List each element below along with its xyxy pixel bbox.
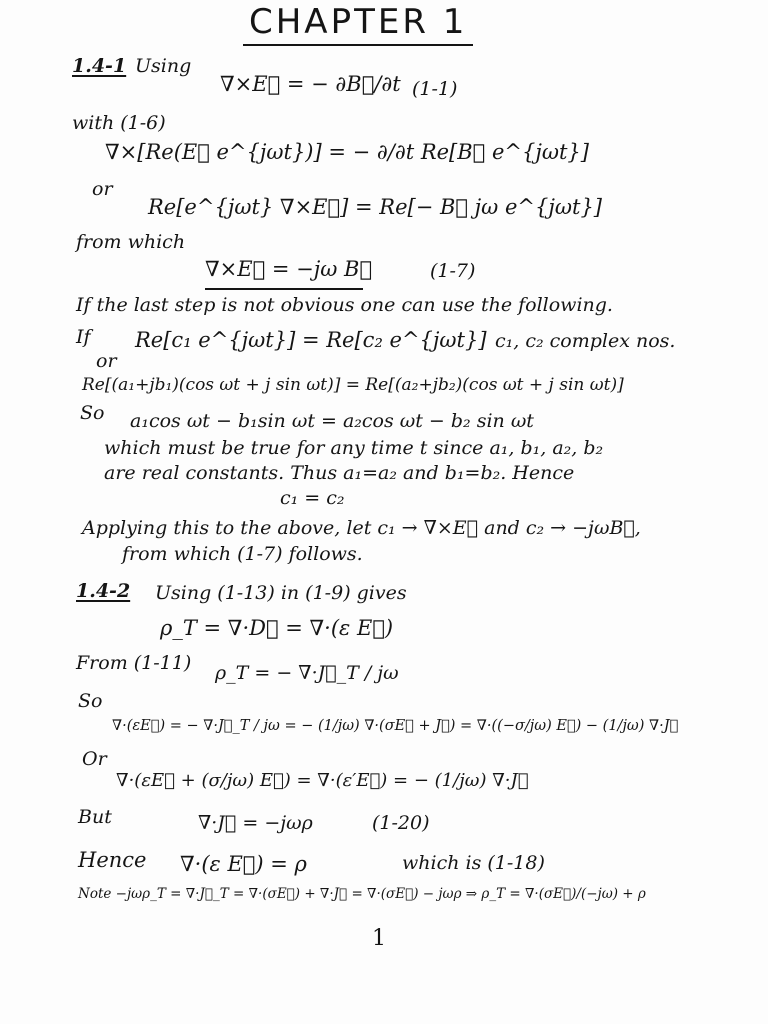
page-number: 1 xyxy=(372,926,386,951)
equation-ref-1-20: (1-20) xyxy=(372,812,430,834)
from-1-11-text: From (1-11) xyxy=(76,652,192,674)
equation-f: c₁ = c₂ xyxy=(280,487,345,509)
from-which-text: from which xyxy=(76,231,186,253)
equation-j: ∇·(εE⃗ + (σ/jω) E⃗) = ∇·(ε′E⃗) = − (1/jω) ∇·J⃗ xyxy=(116,770,529,791)
equation-b: Re[e^{jωt} ∇×E⃗] = Re[− B⃗ jω e^{jωt}] xyxy=(148,195,602,219)
problem-label-1-4-1: 1.4-1 xyxy=(72,55,127,77)
text-line-1: which must be true for any time t since a₁, b₁, a₂, b₂ xyxy=(104,437,604,459)
equation-e: a₁cos ωt − b₁sin ωt = a₂cos ωt − b₂ sin ωt xyxy=(130,410,534,432)
but-text: But xyxy=(78,806,112,828)
or-text-2: or xyxy=(96,350,117,372)
with-text: with (1-6) xyxy=(72,112,166,134)
which-is-text: which is (1-18) xyxy=(402,852,545,874)
complex-note: c₁, c₂ complex nos. xyxy=(495,330,676,352)
or-text-3: Or xyxy=(82,748,107,770)
equation-1-7: ∇×E⃗ = −jω B⃗ xyxy=(205,257,373,281)
problem-label-1-4-2: 1.4-2 xyxy=(76,580,131,602)
equation-i: ∇·(εE⃗) = − ∇·J⃗_T / jω = − (1/jω) ∇·(σE⃗ + J⃗) = ∇·((−σ/jω) E⃗) − (1/jω) ∇·J⃗ xyxy=(112,718,679,734)
or-text-1: or xyxy=(92,178,113,200)
text-line-2: are real constants. Thus a₁=a₂ and b₁=b₂. Hence xyxy=(104,462,575,484)
equation-l: ∇·(ε E⃗) = ρ xyxy=(180,852,307,876)
equation-ref-1-7: (1-7) xyxy=(430,260,476,282)
hence-text: Hence xyxy=(78,848,147,872)
so-text-1: So xyxy=(80,402,105,424)
equation-d: Re[(a₁+jb₁)(cos ωt + j sin ωt)] = Re[(a₂+jb₂)(cos ωt + j sin ωt)] xyxy=(82,375,624,395)
equation-a: ∇×[Re(E⃗ e^{jωt})] = − ∂/∂t Re[B⃗ e^{jωt}] xyxy=(105,140,589,164)
using-text-2: Using (1-13) in (1-9) gives xyxy=(155,582,407,604)
applying-line-2: from which (1-7) follows. xyxy=(122,543,363,565)
equation-k: ∇·J⃗ = −jωρ xyxy=(198,812,313,834)
equation-1-7-underline xyxy=(205,288,363,290)
equation-1-1: ∇×E⃗ = − ∂B⃗/∂t xyxy=(220,72,401,96)
so-text-2: So xyxy=(78,690,103,712)
equation-ref-1-1: (1-1) xyxy=(412,78,458,100)
applying-line-1: Applying this to the above, let c₁ → ∇×E⃗ and c₂ → −jωB⃗, xyxy=(82,517,641,539)
obvious-note: If the last step is not obvious one can use the following. xyxy=(76,294,613,316)
using-text: Using xyxy=(135,55,192,77)
equation-h: ρ_T = − ∇·J⃗_T / jω xyxy=(215,662,399,684)
equation-g: ρ_T = ∇·D⃗ = ∇·(ε E⃗) xyxy=(160,616,394,640)
note-line: Note −jωρ_T = ∇·J⃗_T = ∇·(σE⃗) + ∇·J⃗ = ∇·(σE⃗) − jωρ ⇒ ρ_T = ∇·(σE⃗)/(−jω) + ρ xyxy=(78,886,646,902)
if-text: If xyxy=(76,326,91,348)
equation-c: Re[c₁ e^{jωt}] = Re[c₂ e^{jωt}] xyxy=(135,328,487,352)
chapter-title: CHAPTER 1 xyxy=(243,2,473,46)
